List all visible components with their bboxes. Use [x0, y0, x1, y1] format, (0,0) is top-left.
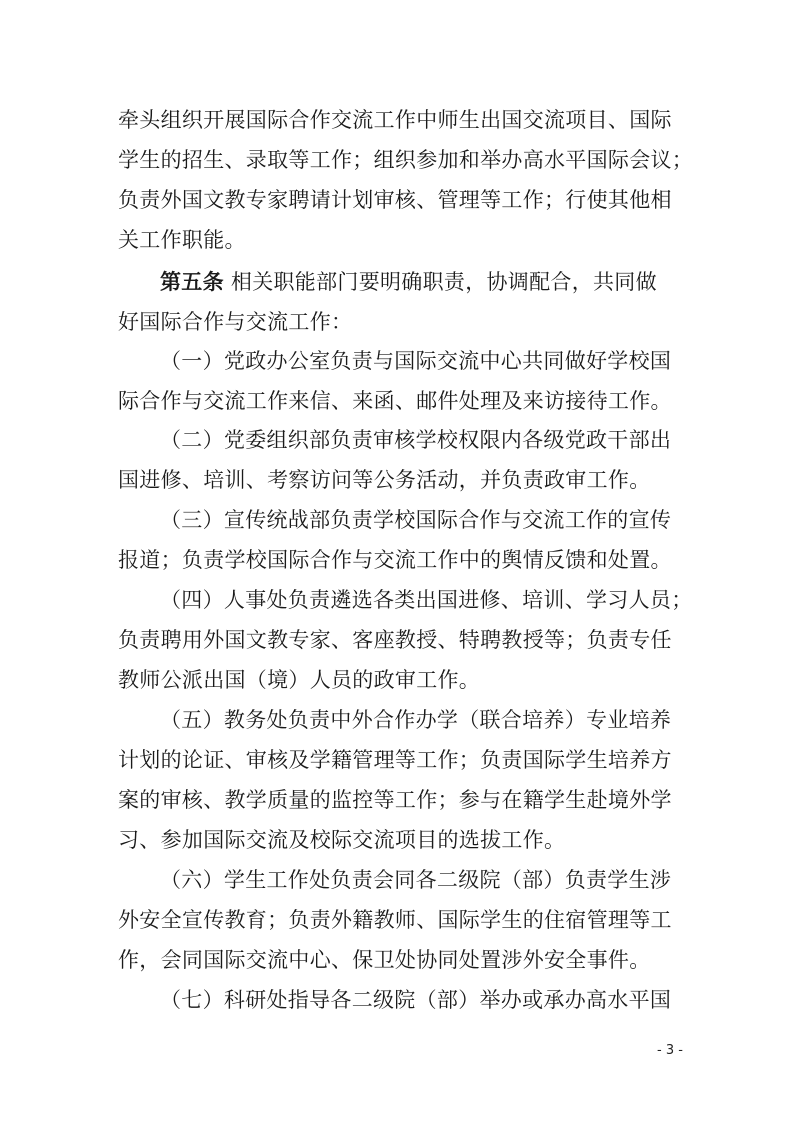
item-3-line: （三）宣传统战部负责学校国际合作与交流工作的宣传 — [160, 508, 672, 532]
text-line: 学生的招生、录取等工作；组织参加和举办高水平国际会议； — [118, 148, 694, 172]
item-5-line: 习、参加国际交流及校际交流项目的选拔工作。 — [118, 828, 566, 852]
item-6-line: （六）学生工作处负责会同各二级院（部）负责学生涉 — [160, 868, 672, 892]
item-5-line: （五）教务处负责中外合作办学（联合培养）专业培养 — [160, 708, 672, 732]
page-number: - 3 - — [657, 1043, 683, 1058]
item-3-line: 报道；负责学校国际合作与交流工作中的舆情反馈和处置。 — [118, 548, 672, 572]
article-5-text: 相关职能部门要明确职责，协调配合，共同做 — [230, 270, 657, 294]
article-5-heading: 第五条 — [160, 269, 224, 294]
text-line: 好国际合作与交流工作： — [118, 310, 353, 334]
item-2-line: （二）党委组织部负责审核学校权限内各级党政干部出 — [160, 428, 672, 452]
item-4-line: 教师公派出国（境）人员的政审工作。 — [118, 668, 481, 692]
item-5-line: 计划的论证、审核及学籍管理等工作；负责国际学生培养方 — [118, 748, 672, 772]
item-4-line: （四）人事处负责遴选各类出国进修、培训、学习人员； — [160, 588, 693, 612]
article-5-first-line — [160, 268, 678, 296]
item-2-line: 国进修、培训、考察访问等公务活动，并负责政审工作。 — [118, 468, 651, 492]
item-1-line: （一）党政办公室负责与国际交流中心共同做好学校国 — [160, 349, 672, 373]
item-5-line: 案的审核、教学质量的监控等工作；参与在籍学生赴境外学 — [118, 788, 672, 812]
text-line: 关工作职能。 — [118, 228, 246, 252]
item-7-line: （七）科研处指导各二级院（部）举办或承办高水平国 — [160, 988, 672, 1012]
text-line: 牵头组织开展国际合作交流工作中师生出国交流项目、国际 — [118, 108, 672, 132]
item-6-line: 外安全宣传教育；负责外籍教师、国际学生的住宿管理等工 — [118, 908, 672, 932]
text-line: 负责外国文教专家聘请计划审核、管理等工作；行使其他相 — [118, 188, 672, 212]
item-4-line: 负责聘用外国文教专家、客座教授、特聘教授等；负责专任 — [118, 628, 672, 652]
item-1-line: 际合作与交流工作来信、来函、邮件处理及来访接待工作。 — [118, 389, 672, 413]
item-6-line: 作，会同国际交流中心、保卫处协同处置涉外安全事件。 — [118, 948, 651, 972]
